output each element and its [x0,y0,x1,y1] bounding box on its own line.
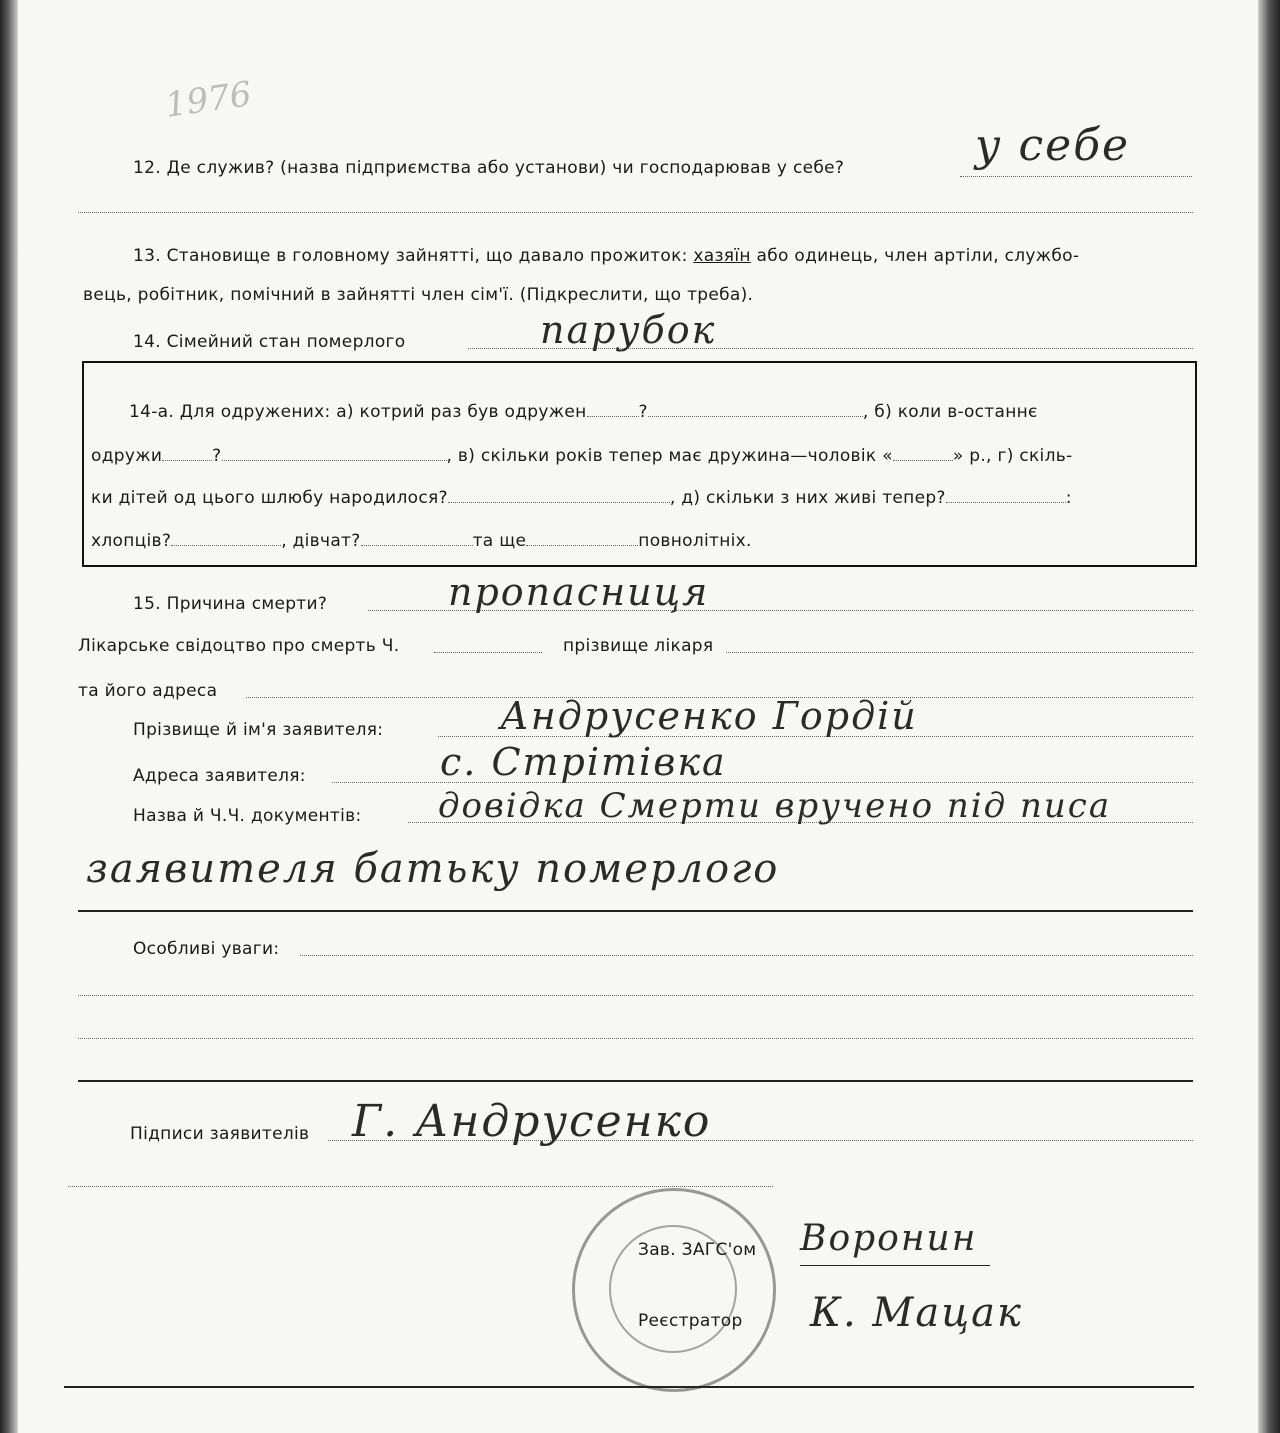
registrar-signature: К. Мацак [810,1290,1023,1336]
documents-value-line1: довідка Смерти вручено під писа [438,786,1112,826]
q12-answer-line [960,176,1192,177]
remarks-line-3 [78,1038,1193,1039]
bottom-rule [64,1386,1194,1388]
applicant-signature: Г. Андрусенко [352,1096,712,1147]
registrar-label: Реєстратор [638,1311,743,1331]
documents-value-line2: заявителя батьку померлого [86,846,780,892]
q14a-line3: ки дітей од цього шлюбу народилося? , д) скільки з них живі тепер? : [91,488,1072,508]
remarks-line-2 [78,995,1193,996]
remarks-rule [78,1080,1193,1082]
signatures-second-line [68,1186,773,1187]
q14-label: 14. Сімейний стан померлого [133,332,406,352]
doctor-name-label: прізвище лікаря [563,636,714,656]
applicant-address-value: с. Стрітівка [440,740,727,784]
q13-line1: 13. Становище в головному зайнятті, що давало прожиток: хазяїн або одинець, член артіли, службо- [133,246,1080,266]
q12-label: 12. Де служив? (назва підприємства або установи) чи господарював у себе? [133,158,845,178]
certificate-number-line [434,652,542,653]
pencil-note: 1976 [162,74,254,126]
applicant-name-label: Прізвище й ім'я заявителя: [133,720,384,740]
zags-head-signature-line [800,1265,990,1266]
q15-label: 15. Причина смерти? [133,594,328,614]
zags-head-label: Зав. ЗАГС'ом [638,1240,757,1260]
q14a-line1: 14-а. Для одружених: а) котрий раз був одружен ? , б) коли в-останнє [129,402,1038,422]
q14a-line4: хлопців? , дівчат? та ще повнолітніх. [91,531,752,551]
official-seal [572,1188,776,1392]
q13-line2: вець, робітник, помічний в зайнятті член сім'ї. (Підкреслити, що треба). [83,285,754,305]
q13-selected-option: хазяїн [693,246,751,266]
signatures-label: Підписи заявителів [130,1124,310,1144]
documents-rule [78,910,1193,912]
applicant-name-value: Андрусенко Гордій [500,694,918,738]
remarks-line-1 [300,955,1193,956]
applicant-address-label: Адреса заявителя: [133,766,306,786]
medical-certificate-label: Лікарське свідоцтво про смерть Ч. [78,636,400,656]
q12-answer: у себе [975,120,1131,171]
q14-answer: парубок [540,308,717,352]
doctor-name-line [726,652,1193,653]
remarks-label: Особливі уваги: [133,939,280,959]
q15-answer: пропасниця [448,570,710,614]
q14a-line2: одружи ? , в) скільки років тепер має дружина—чоловік « » р., г) скіль- [91,446,1073,466]
zags-head-signature: Воронин [800,1218,978,1259]
q12-second-line [78,212,1193,213]
doctor-address-label: та його адреса [78,681,218,701]
scan-left-edge [0,0,18,1433]
scan-right-edge [1258,0,1280,1433]
documents-label: Назва й Ч.Ч. документів: [133,806,362,826]
